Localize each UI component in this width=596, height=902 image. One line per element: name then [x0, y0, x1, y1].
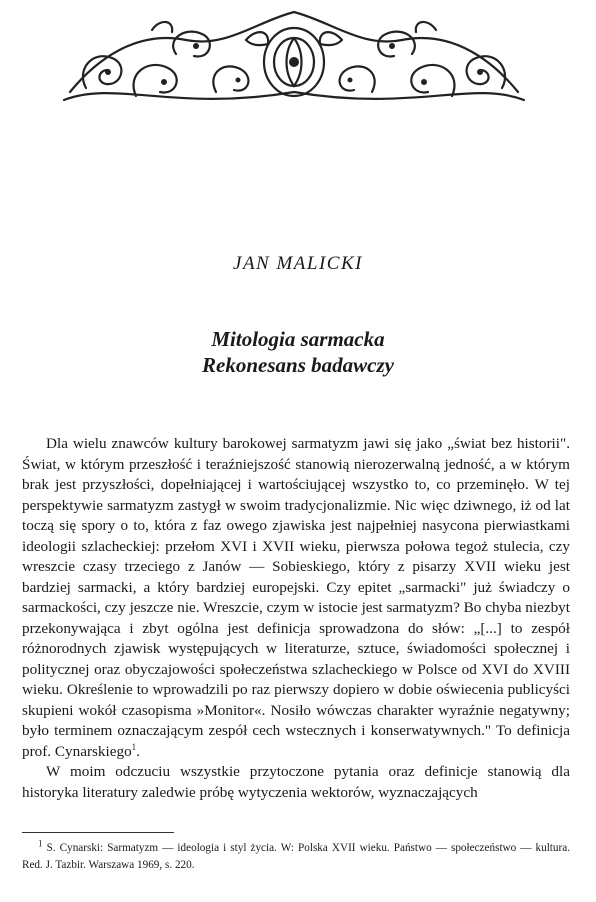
paragraph-1: [22, 434, 570, 762]
paragraph-1-text: Dla wielu znawców kultury barokowej sarmatyzm jawi się jako „świat bez historii". Świat, w którym przeszłość i teraźniejszość stanowią nierozerwalną jedność, a w którym brak jest przyszłości, dopełniającej i wartościującej wszystko to, co przeminęło. W tej perspektywie sarmatyzm zastygł w swoim tradycjonalizmie. Nic więc dziwnego, iż od lat toczą się spory o to, która z faz owego zjawiska jest najpełniej nasycona pierwiastkami ideologii szlacheckiej: przełom XVI i XVII wieku, pierwsza połowa tegoż stulecia, czy wreszcie czasy trzeciego z Janów — Sobieskiego, który z pisarzy XVII wieku jest bardziej sarmacki, a który bardziej europejski. Czy epitet „sarmacki" już świadczy o sarmackości, czy jeszcze nie. Wreszcie, czym w istocie jest sarmatyzm? Bo chyba niezbyt przekonywająca i zbyt ogólna jest definicja sprowadzona do słów: „[...] to zespół różnorodnych zjawisk występujących w literaturze, sztuce, świadomości społecznej i politycznej oraz obyczajowości społeczeństwa szlacheckiego w Polsce od XVI do XVIII wieku. Określenie to wprowadzili po raz pierwszy dopiero w dobie oświecenia publicyści skupieni wokół czasopisma »Monitor«. Nosiło wówczas charakter wyraźnie negatywny; było terminem oznaczającym zespół cech wstecznych i konserwatywnych." To definicja prof. Cynarskiego: [22, 435, 570, 760]
paragraph-1-end: .: [136, 742, 140, 760]
title-line-2: Rekonesans badawczy: [202, 353, 394, 377]
footnote-1: [22, 840, 570, 874]
paragraph-2: W moim odczuciu wszystkie przytoczone pytania oraz definicje stanowią dla historyka literatury zaledwie próbę wytyczenia wektorów, wyznaczających: [22, 763, 570, 801]
footnote-divider: [22, 832, 174, 833]
article-body: [22, 434, 570, 803]
author-name: JAN MALICKI: [233, 253, 363, 274]
title-line-1: Mitologia sarmacka: [211, 327, 385, 351]
baroque-ornament-icon: [56, 0, 532, 114]
footnote-text: S. Cynarski: Sarmatyzm — ideologia i styl życia. W: Polska XVII wieku. Państwo — społeczeństwo — kultura. Red. J. Tazbir. Warszawa 1969, s. 220.: [22, 842, 570, 871]
article-title: [0, 326, 596, 378]
footnote-ref-1[interactable]: 1: [131, 741, 137, 752]
footnote-marker: 1: [38, 838, 43, 849]
